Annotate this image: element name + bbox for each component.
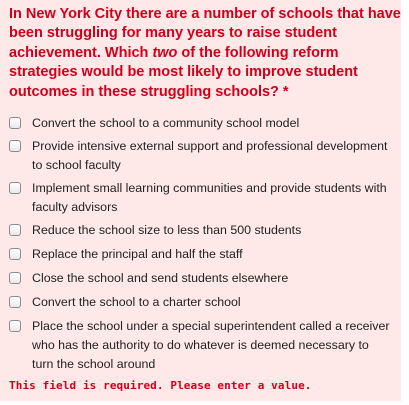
checkbox[interactable] — [9, 140, 21, 152]
checkbox[interactable] — [9, 182, 21, 194]
option-replace-principal[interactable] — [9, 245, 399, 264]
checkbox[interactable] — [9, 320, 21, 332]
option-community-school[interactable] — [9, 114, 399, 133]
question-text-part-2: of the following reform strategies would be most likely to improve student outcomes in these struggling schools? * — [9, 44, 358, 100]
error-message: This field is required. Please enter a value. — [9, 379, 312, 392]
option-close-school[interactable] — [9, 269, 399, 288]
option-reduce-school-size[interactable] — [9, 221, 399, 240]
question-text-part-1: In New York City there are a number of schools that have been struggling for many years to raise student achievement. Which — [9, 6, 401, 61]
option-special-superintendent[interactable] — [9, 317, 399, 374]
option-external-support[interactable] — [9, 137, 399, 175]
checkbox[interactable] — [9, 248, 21, 260]
option-small-learning-communities[interactable] — [9, 179, 399, 217]
option-label: Provide intensive external support and professional development to school faculty — [32, 139, 388, 172]
checkbox[interactable] — [9, 272, 21, 284]
option-label: Reduce the school size to less than 500 students — [32, 223, 302, 237]
checkbox[interactable] — [9, 296, 21, 308]
option-label: Convert the school to a charter school — [32, 295, 241, 309]
question-emphasis: two — [152, 44, 178, 61]
option-label: Convert the school to a community school model — [32, 116, 300, 130]
option-label: Close the school and send students elsewhere — [32, 271, 289, 285]
option-label: Replace the principal and half the staff — [32, 247, 243, 261]
option-label: Place the school under a special superintendent called a receiver who has the authority to do whatever is deemed necessary to turn the school around — [32, 319, 390, 371]
option-label: Implement small learning communities and provide students with faculty advisors — [32, 181, 387, 214]
checkbox[interactable] — [9, 224, 21, 236]
checkbox[interactable] — [9, 117, 21, 129]
option-charter-school[interactable] — [9, 293, 399, 312]
